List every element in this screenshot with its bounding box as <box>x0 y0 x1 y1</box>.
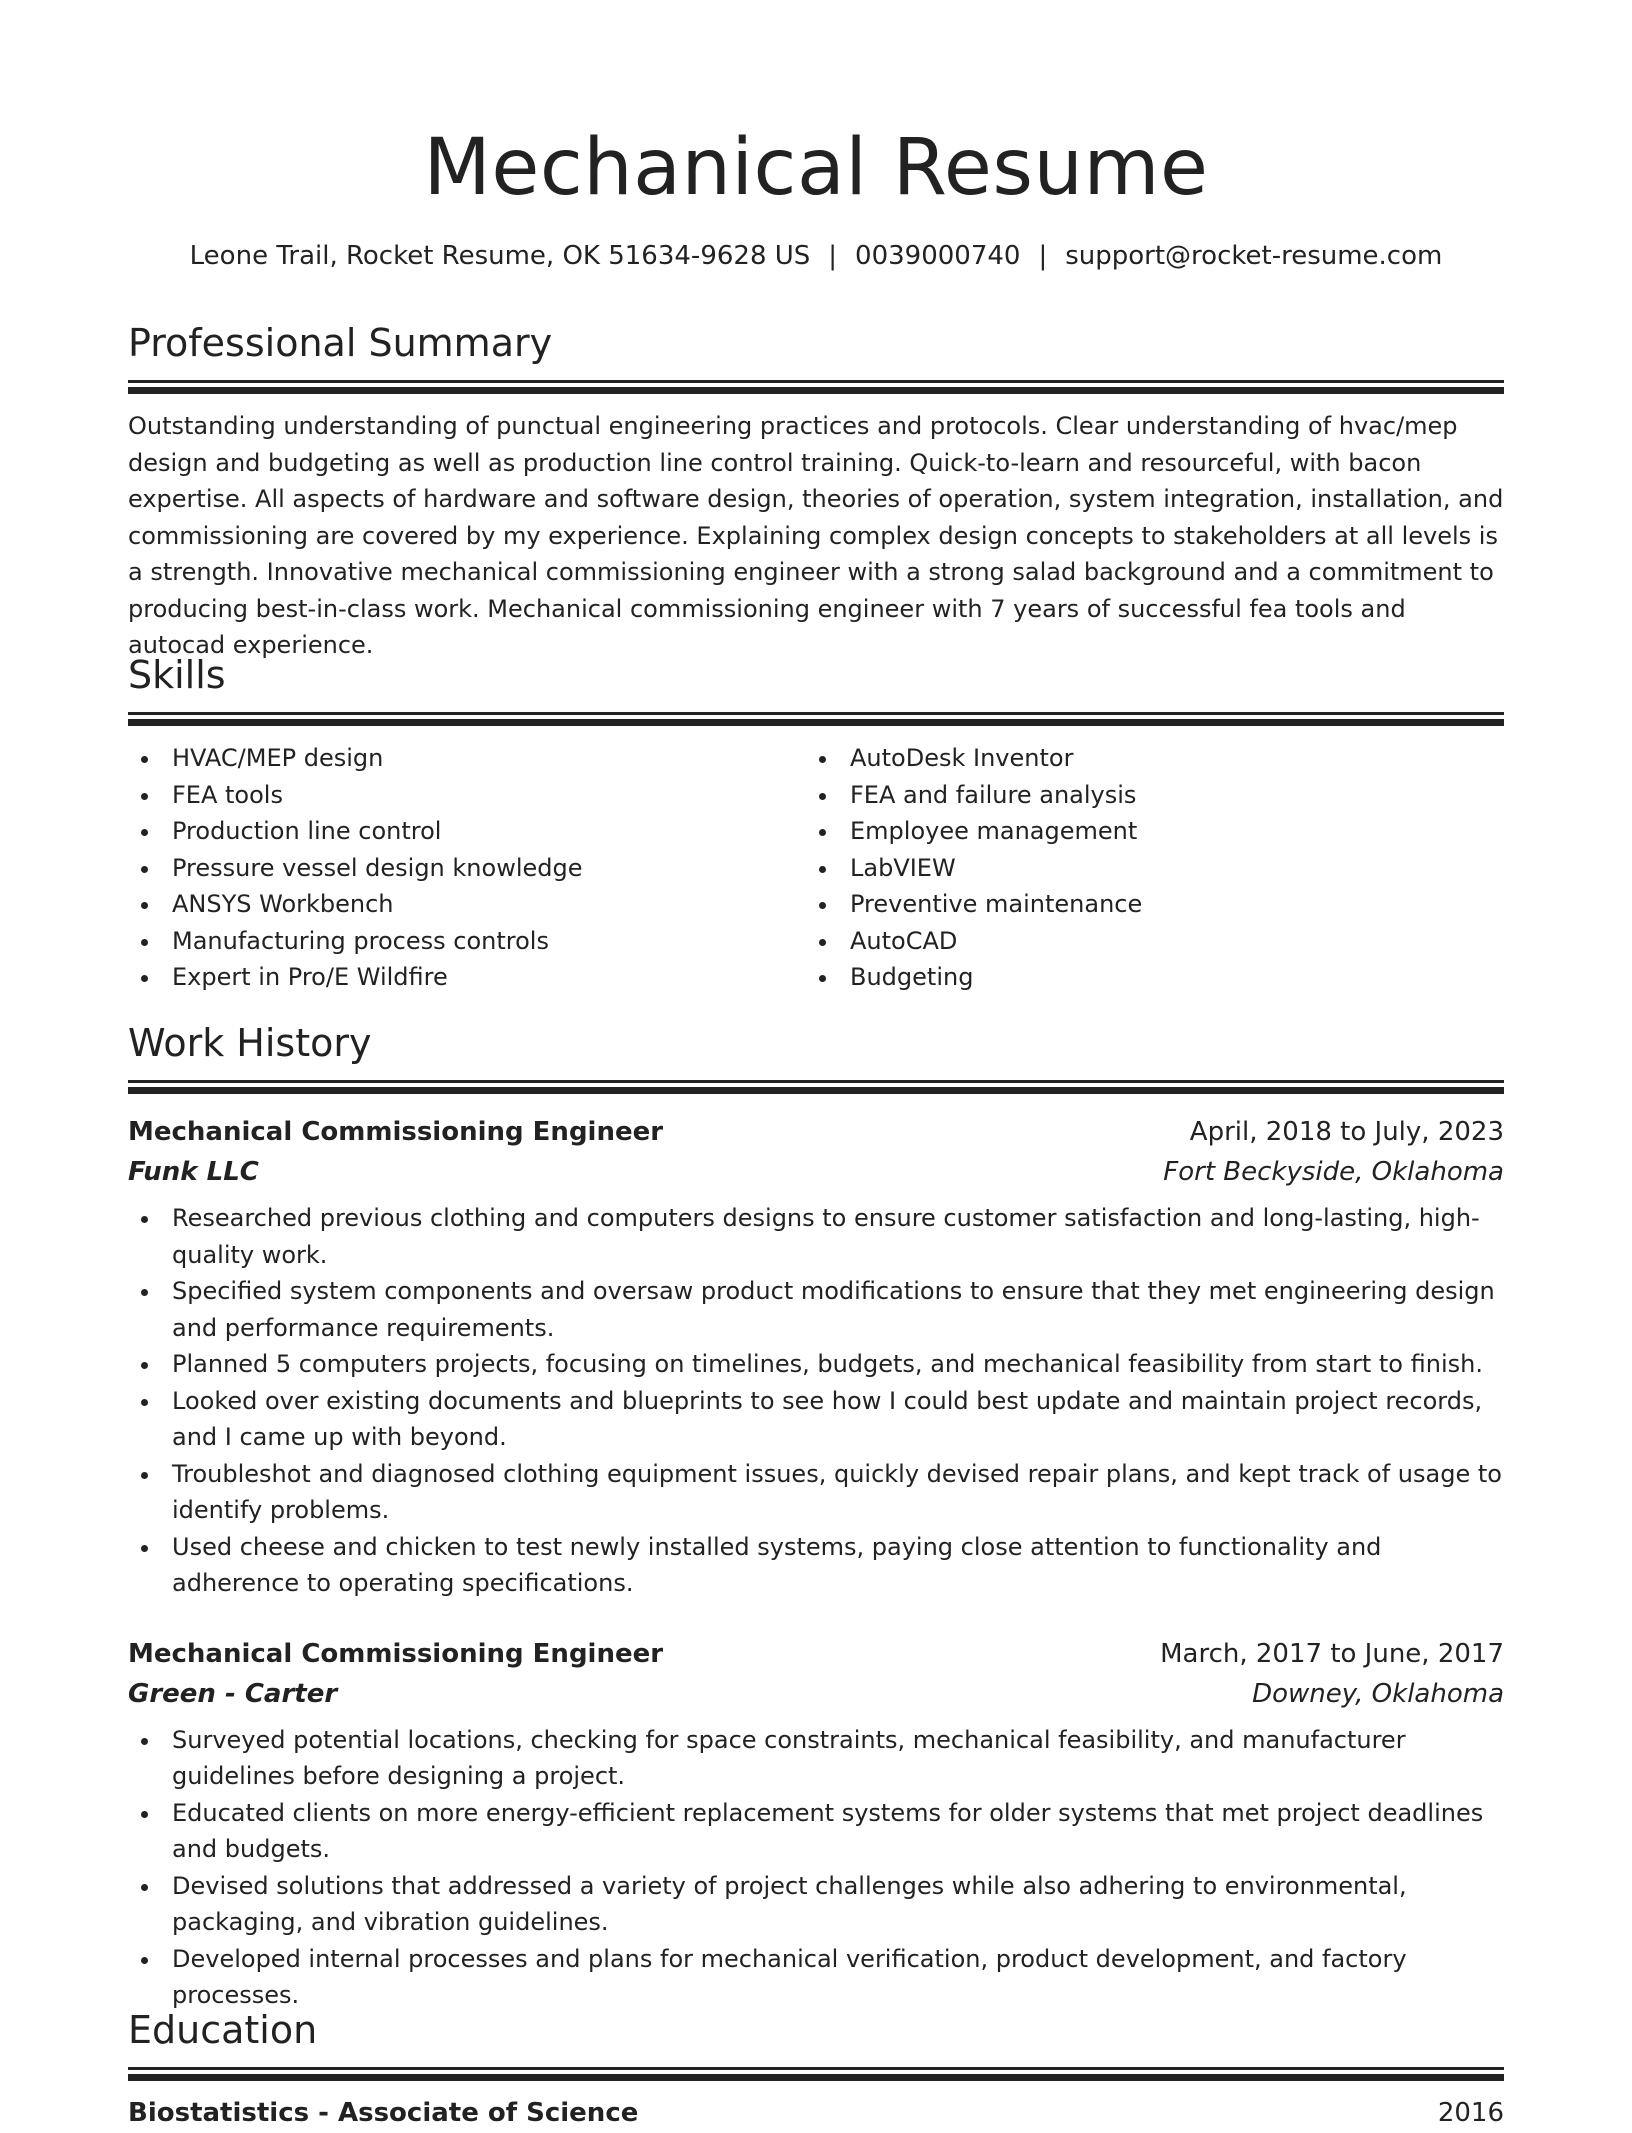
contact-address: Leone Trail, Rocket Resume, OK 51634-9628 US <box>189 241 811 271</box>
skill-item: HVAC/MEP design <box>128 740 806 777</box>
work-history-section <box>128 1018 1504 2014</box>
summary-section <box>128 318 1504 664</box>
skill-item: LabVIEW <box>806 850 1484 887</box>
job-header <box>128 1634 1504 1674</box>
job-entry <box>128 1112 1504 1602</box>
job-location: Downey, Oklahoma <box>1252 1678 1504 1709</box>
job-bullet: Developed internal processes and plans for mechanical verification, product development, and factory processes. <box>128 1941 1504 2014</box>
job-bullet: Educated clients on more energy-efficient replacement systems for older systems that met project deadlines and budgets. <box>128 1795 1504 1868</box>
skill-item: Preventive maintenance <box>806 886 1484 923</box>
work-history-heading: Work History <box>128 1021 372 1065</box>
job-title: Mechanical Commissioning Engineer <box>128 1117 664 1147</box>
education-degree: Biostatistics - Associate of Science <box>128 2098 639 2128</box>
skill-item: Manufacturing process controls <box>128 923 806 960</box>
job-bullet: Looked over existing documents and blueprints to see how I could best update and maintain project records, and I came up with beyond. <box>128 1383 1504 1456</box>
job-dates: April, 2018 to July, 2023 <box>1189 1117 1504 1147</box>
job-header <box>128 1112 1504 1152</box>
skill-item: AutoCAD <box>806 923 1484 960</box>
skills-columns <box>128 740 1504 996</box>
skill-item: Employee management <box>806 813 1484 850</box>
skill-item: FEA and failure analysis <box>806 777 1484 814</box>
section-rule-thick <box>128 387 1504 394</box>
job-bullet: Troubleshot and diagnosed clothing equipment issues, quickly devised repair plans, and kept track of usage to identify problems. <box>128 1456 1504 1529</box>
job-bullets <box>128 1200 1504 1602</box>
resume-name: Mechanical Resume <box>423 123 1209 213</box>
job-bullets <box>128 1722 1504 2014</box>
contact-email: support@rocket-resume.com <box>1065 241 1443 271</box>
section-rule <box>128 380 1504 383</box>
section-rule-thick <box>128 1087 1504 1094</box>
skill-item: Pressure vessel design knowledge <box>128 850 806 887</box>
skills-heading: Skills <box>128 653 226 697</box>
summary-heading: Professional Summary <box>128 321 553 365</box>
section-rule-thick <box>128 719 1504 726</box>
job-bullet: Specified system components and oversaw product modifications to ensure that they met engineering design and performance requirements. <box>128 1273 1504 1346</box>
job-title: Mechanical Commissioning Engineer <box>128 1638 664 1669</box>
job-bullet: Used cheese and chicken to test newly installed systems, paying close attention to functionality and adherence to operating specifications. <box>128 1529 1504 1602</box>
contact-phone: 0039000740 <box>855 241 1021 271</box>
job-bullet: Devised solutions that addressed a variety of project challenges while also adhering to environmental, packaging, and vibration guidelines. <box>128 1868 1504 1941</box>
contact-separator: | <box>828 241 838 271</box>
skill-item: Expert in Pro/E Wildfire <box>128 959 806 996</box>
skills-list-left <box>128 740 806 996</box>
job-company: Funk LLC <box>128 1157 259 1187</box>
education-heading: Education <box>128 2008 318 2052</box>
job-bullet: Surveyed potential locations, checking for space constraints, mechanical feasibility, and manufacturer guidelines before designing a project. <box>128 1722 1504 1795</box>
section-rule <box>128 2067 1504 2070</box>
job-subheader <box>128 1674 1504 1714</box>
summary-text: Outstanding understanding of punctual engineering practices and protocols. Clear understanding of hvac/mep design and budgeting as well as production line control training. Quick-to-learn and resourceful, with bacon expertise. All aspects of hardware and software design, theories of operation, system integration, installation, and commissioning are covered by my experience. Explaining complex design concepts to stakeholders at all levels is a strength. Innovative mechanical commissioning engineer with a strong salad background and a commitment to producing best-in-class work. Mechanical commissioning engineer with 7 years of successful fea tools and autocad experience. <box>128 412 1504 659</box>
education-section <box>128 2005 1504 2133</box>
skills-section <box>128 650 1504 996</box>
education-entry <box>128 2093 1504 2133</box>
skills-list-right <box>806 740 1484 996</box>
education-year: 2016 <box>1437 2098 1504 2128</box>
skill-item: Budgeting <box>806 959 1484 996</box>
section-rule <box>128 1080 1504 1083</box>
job-company: Green - Carter <box>128 1678 338 1709</box>
job-location: Fort Beckyside, Oklahoma <box>1163 1157 1504 1187</box>
section-rule-thick <box>128 2074 1504 2081</box>
skill-item: FEA tools <box>128 777 806 814</box>
job-entry <box>128 1634 1504 2014</box>
job-subheader <box>128 1152 1504 1192</box>
skill-item: Production line control <box>128 813 806 850</box>
job-bullet: Researched previous clothing and computers designs to ensure customer satisfaction and long-lasting, high-quality work. <box>128 1200 1504 1273</box>
job-dates: March, 2017 to June, 2017 <box>1160 1638 1504 1669</box>
job-bullet: Planned 5 computers projects, focusing on timelines, budgets, and mechanical feasibility from start to finish. <box>128 1346 1504 1383</box>
skill-item: ANSYS Workbench <box>128 886 806 923</box>
contact-line <box>128 236 1504 276</box>
section-rule <box>128 712 1504 715</box>
skill-item: AutoDesk Inventor <box>806 740 1484 777</box>
contact-separator: | <box>1038 241 1048 271</box>
